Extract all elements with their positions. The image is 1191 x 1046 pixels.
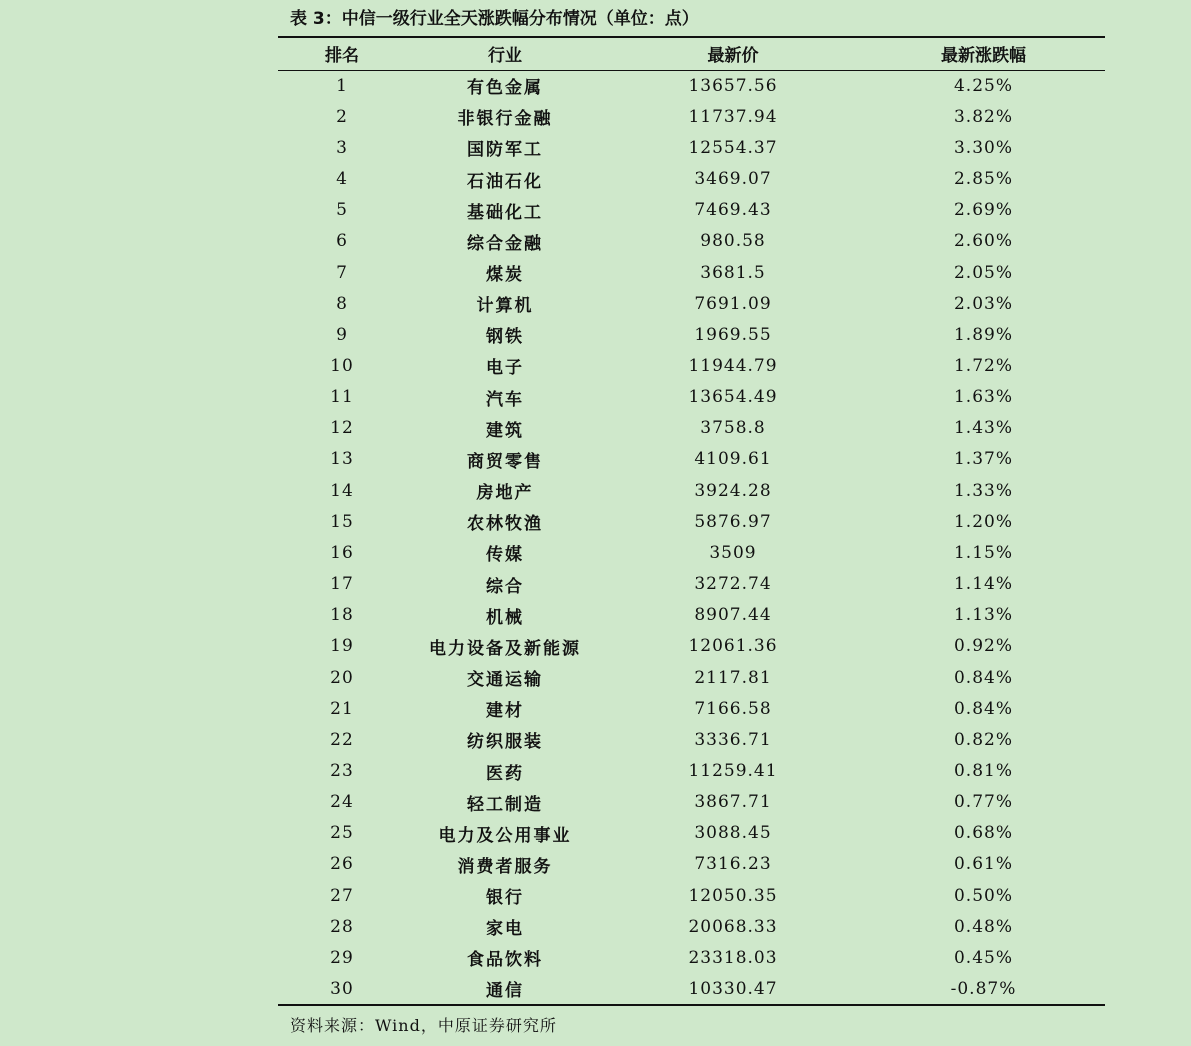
table-row: [278, 288, 1105, 319]
price-cell: 7691.09: [694, 293, 772, 314]
table-row: [278, 600, 1105, 631]
table-body: [278, 70, 1105, 1005]
price-cell: 12061.36: [688, 636, 778, 657]
industry-cell: 有色金属: [467, 78, 543, 99]
price-cell: 3272.74: [694, 574, 772, 595]
industry-cell: 非银行金融: [457, 109, 553, 130]
rank-cell: 18: [330, 605, 354, 626]
price-cell: 13657.56: [688, 75, 778, 96]
rank-cell: 9: [336, 324, 348, 345]
change-cell: 4.25%: [953, 75, 1013, 96]
table-row: [278, 350, 1105, 381]
price-cell: 11259.41: [688, 761, 778, 782]
table-row: [278, 382, 1105, 413]
rank-cell: 7: [336, 262, 348, 283]
price-cell: 1969.55: [694, 324, 772, 345]
price-cell: 3088.45: [694, 823, 772, 844]
change-cell: 1.89%: [953, 324, 1013, 345]
rank-cell: 23: [330, 761, 354, 782]
rank-cell: 3: [336, 137, 348, 158]
industry-cell: 国防军工: [467, 140, 543, 161]
change-cell: 1.33%: [953, 480, 1013, 501]
change-cell: 0.77%: [953, 792, 1013, 813]
table-row: [278, 569, 1105, 600]
industry-cell: 消费者服务: [457, 856, 553, 877]
change-cell: 2.03%: [953, 293, 1013, 314]
industry-cell: 建筑: [486, 420, 524, 441]
rank-cell: 30: [278, 974, 406, 1005]
industry-cell: 建材: [486, 701, 524, 722]
table-header: [278, 37, 1105, 70]
industry-cell: 综合金融: [467, 233, 543, 254]
industry-cell: 商贸零售: [467, 451, 543, 472]
header-row: [278, 37, 1105, 70]
rank-cell: 22: [330, 729, 354, 750]
price-cell: 4109.61: [694, 449, 772, 470]
industry-cell: 医药: [486, 763, 524, 784]
table-row: [278, 413, 1105, 444]
change-cell: 1.72%: [953, 355, 1013, 376]
industry-cell: 轻工制造: [467, 794, 543, 815]
change-cell: 1.63%: [953, 387, 1013, 408]
rank-cell: 1: [336, 75, 348, 96]
table-row: [278, 911, 1105, 942]
price-cell: 8907.44: [694, 605, 772, 626]
industry-cell: 房地产: [476, 483, 534, 504]
change-cell: 1.13%: [953, 605, 1013, 626]
change-cell: 1.14%: [953, 574, 1013, 595]
price-cell: 7469.43: [694, 200, 772, 221]
table-row: [278, 195, 1105, 226]
price-cell: 3509: [709, 542, 757, 563]
industry-cell: 食品饮料: [467, 950, 543, 971]
table-row: [278, 880, 1105, 911]
industry-cell: 电力设备及新能源: [429, 638, 581, 659]
table-row: [278, 319, 1105, 350]
price-cell: 11944.79: [688, 355, 778, 376]
table-row: [278, 631, 1105, 662]
rank-cell: 8: [336, 293, 348, 314]
header-industry: 行业: [406, 37, 604, 70]
change-cell: 0.48%: [953, 916, 1013, 937]
industry-cell: 农林牧渔: [467, 514, 543, 535]
rank-cell: 15: [330, 511, 354, 532]
price-cell: 3336.71: [694, 729, 772, 750]
industry-cell: 机械: [486, 607, 524, 628]
table-row: [278, 475, 1105, 506]
industry-cell: 通信: [406, 974, 604, 1005]
industry-cell: 钢铁: [486, 327, 524, 348]
price-cell: 7166.58: [694, 698, 772, 719]
price-cell: 3469.07: [694, 169, 772, 190]
change-cell: 0.68%: [953, 823, 1013, 844]
change-cell: 1.20%: [953, 511, 1013, 532]
change-cell: 1.37%: [953, 449, 1013, 470]
change-cell: 1.15%: [953, 542, 1013, 563]
rank-cell: 25: [330, 823, 354, 844]
change-cell: 0.82%: [953, 729, 1013, 750]
price-cell: 13654.49: [688, 387, 778, 408]
price-cell: 12554.37: [688, 137, 778, 158]
rank-cell: 14: [330, 480, 354, 501]
rank-cell: 4: [336, 169, 348, 190]
rank-cell: 16: [330, 542, 354, 563]
change-cell: 0.45%: [953, 947, 1013, 968]
table-row: [278, 724, 1105, 755]
header-rank: 排名: [278, 37, 406, 70]
price-cell: 10330.47: [604, 974, 862, 1005]
rank-cell: 2: [336, 106, 348, 127]
table-row: [278, 787, 1105, 818]
price-cell: 3681.5: [700, 262, 766, 283]
change-cell: 1.43%: [953, 418, 1013, 439]
table-row: [278, 974, 1105, 1005]
table-row: [278, 755, 1105, 786]
change-cell: 0.92%: [953, 636, 1013, 657]
rank-cell: 24: [330, 792, 354, 813]
rank-cell: 26: [330, 854, 354, 875]
price-cell: 11737.94: [688, 106, 778, 127]
change-cell: 3.30%: [953, 137, 1013, 158]
header-latest-change: 最新涨跌幅: [862, 37, 1105, 70]
table-caption: 表 3：中信一级行业全天涨跌幅分布情况（单位：点）: [290, 9, 699, 29]
table-row: [278, 849, 1105, 880]
change-cell: -0.87%: [862, 974, 1105, 1005]
rank-cell: 13: [330, 449, 354, 470]
industry-cell: 煤炭: [486, 265, 524, 286]
rank-cell: 12: [330, 418, 354, 439]
industry-cell: 计算机: [476, 296, 534, 317]
price-cell: 3867.71: [694, 792, 772, 813]
price-cell: 7316.23: [694, 854, 772, 875]
table-row: [278, 444, 1105, 475]
price-cell: 3924.28: [694, 480, 772, 501]
table-row: [278, 101, 1105, 132]
industry-cell: 电力及公用事业: [438, 825, 572, 846]
change-cell: 0.84%: [953, 667, 1013, 688]
change-cell: 0.84%: [953, 698, 1013, 719]
rank-cell: 20: [330, 667, 354, 688]
industry-cell: 银行: [486, 888, 524, 909]
change-cell: 0.81%: [953, 761, 1013, 782]
price-cell: 2117.81: [694, 667, 772, 688]
industry-cell: 电子: [486, 358, 524, 379]
change-cell: 2.85%: [953, 169, 1013, 190]
price-cell: 980.58: [700, 231, 766, 252]
table-row: [278, 693, 1105, 724]
rank-cell: 21: [330, 698, 354, 719]
industry-cell: 传媒: [486, 545, 524, 566]
table-row: [278, 226, 1105, 257]
rank-cell: 28: [330, 916, 354, 937]
change-cell: 2.60%: [953, 231, 1013, 252]
change-cell: 0.50%: [953, 885, 1013, 906]
price-cell: 12050.35: [688, 885, 778, 906]
rank-cell: 29: [330, 947, 354, 968]
price-cell: 3758.8: [700, 418, 766, 439]
industry-cell: 家电: [486, 919, 524, 940]
rank-cell: 6: [336, 231, 348, 252]
table-row: [278, 537, 1105, 568]
industry-cell: 纺织服装: [467, 732, 543, 753]
rank-cell: 11: [330, 387, 354, 408]
industry-cell: 交通运输: [467, 670, 543, 691]
change-cell: 3.82%: [953, 106, 1013, 127]
table-row: [278, 662, 1105, 693]
change-cell: 0.61%: [953, 854, 1013, 875]
change-cell: 2.69%: [953, 200, 1013, 221]
table-row: [278, 818, 1105, 849]
industry-table-container: [278, 36, 1105, 1006]
rank-cell: 5: [336, 200, 348, 221]
table-row: [278, 132, 1105, 163]
table-row: [278, 942, 1105, 973]
table-row: [278, 70, 1105, 101]
table-row: [278, 506, 1105, 537]
source-note: 资料来源：Wind，中原证券研究所: [290, 1016, 557, 1035]
industry-cell: 综合: [486, 576, 524, 597]
industry-cell: 汽车: [486, 389, 524, 410]
table-row: [278, 163, 1105, 194]
price-cell: 5876.97: [694, 511, 772, 532]
rank-cell: 10: [330, 355, 354, 376]
rank-cell: 27: [330, 885, 354, 906]
industry-cell: 基础化工: [467, 202, 543, 223]
price-cell: 20068.33: [688, 916, 778, 937]
industry-cell: 石油石化: [467, 171, 543, 192]
industry-performance-table: [278, 36, 1105, 1006]
table-row: [278, 257, 1105, 288]
header-latest-price: 最新价: [604, 37, 862, 70]
change-cell: 2.05%: [953, 262, 1013, 283]
rank-cell: 17: [330, 574, 354, 595]
rank-cell: 19: [330, 636, 354, 657]
price-cell: 23318.03: [688, 947, 778, 968]
